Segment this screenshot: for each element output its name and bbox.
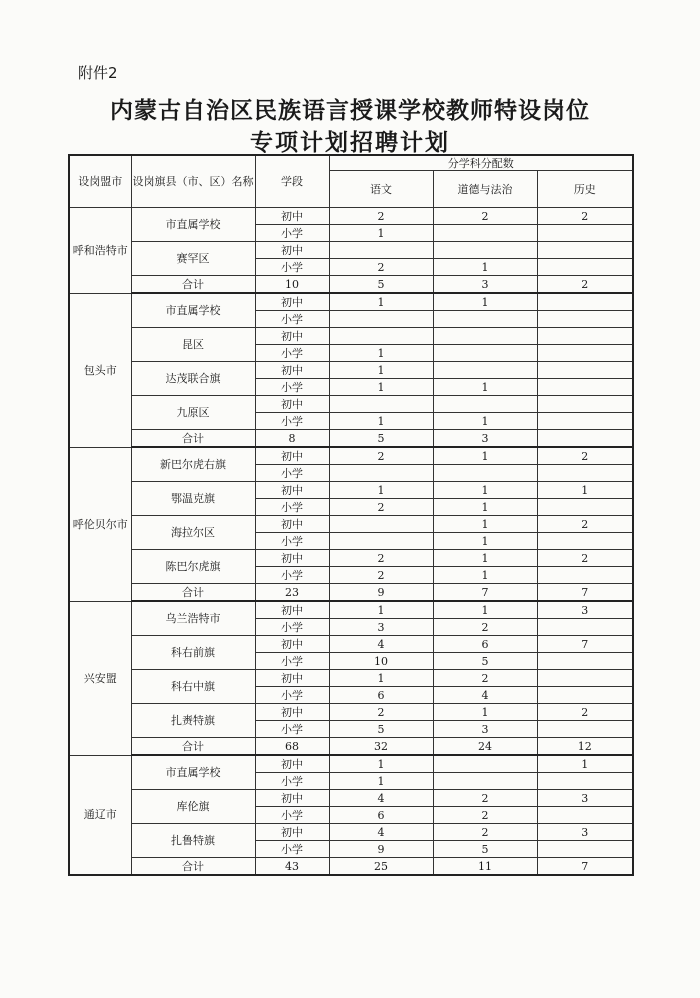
subject-count: 10 [329,653,433,670]
subject-count [329,465,433,482]
subject-count: 1 [537,755,633,773]
subject-count [537,242,633,259]
school-level: 初中 [255,516,329,533]
school-level: 小学 [255,413,329,430]
school-level: 小学 [255,807,329,824]
subject-count: 1 [433,447,537,465]
county-name: 市直属学校 [131,208,255,242]
header-county: 设岗旗县（市、区）名称 [131,155,255,208]
subject-count: 2 [537,208,633,225]
subject-count: 1 [329,482,433,499]
subject-count [537,670,633,687]
subject-count: 4 [329,636,433,653]
subject-count: 1 [329,755,433,773]
subject-count: 5 [433,841,537,858]
subject-count: 1 [329,379,433,396]
subject-count: 1 [433,482,537,499]
subject-count [433,242,537,259]
total-count: 23 [255,584,329,602]
subject-count: 1 [433,516,537,533]
school-level: 小学 [255,379,329,396]
subject-count: 6 [433,636,537,653]
school-level: 初中 [255,328,329,345]
school-level: 小学 [255,225,329,242]
subject-count: 2 [537,550,633,567]
subject-count [329,242,433,259]
total-subject-count: 7 [537,584,633,602]
subject-count [537,721,633,738]
subject-count: 1 [329,345,433,362]
total-count: 10 [255,276,329,294]
subject-count: 4 [329,790,433,807]
subject-count: 2 [329,499,433,516]
subject-count [537,567,633,584]
school-level: 初中 [255,482,329,499]
table-body [69,155,633,875]
school-level: 小学 [255,499,329,516]
school-level: 小学 [255,567,329,584]
subject-count: 2 [537,704,633,721]
school-level: 初中 [255,362,329,379]
subject-count [433,465,537,482]
county-name: 扎鲁特旗 [131,824,255,858]
header-level: 学段 [255,155,329,208]
subject-count [329,396,433,413]
subject-count [537,653,633,670]
subject-count: 2 [329,704,433,721]
subject-count: 3 [537,601,633,619]
table-row [69,447,633,465]
total-subject-count: 3 [433,430,537,448]
total-row [69,738,633,756]
header-subject-history: 历史 [537,171,633,208]
table-row [69,482,633,499]
total-subject-count: 3 [433,276,537,294]
subject-count [433,225,537,242]
school-level: 小学 [255,721,329,738]
subject-count: 1 [433,413,537,430]
header-subject-morality-law: 道德与法治 [433,171,537,208]
table-row [69,790,633,807]
table-row [69,396,633,413]
county-name: 海拉尔区 [131,516,255,550]
county-name: 达茂联合旗 [131,362,255,396]
school-level: 初中 [255,208,329,225]
county-name: 赛罕区 [131,242,255,276]
subject-count [537,379,633,396]
subject-count: 2 [433,619,537,636]
total-subject-count: 2 [537,276,633,294]
region-name: 兴安盟 [69,601,131,755]
header-row-1 [69,155,633,171]
school-level: 初中 [255,396,329,413]
subject-count: 1 [329,601,433,619]
subject-count: 3 [329,619,433,636]
county-name: 科右中旗 [131,670,255,704]
region-name: 呼伦贝尔市 [69,447,131,601]
school-level: 初中 [255,790,329,807]
subject-count [537,259,633,276]
subject-count [537,345,633,362]
subject-count: 9 [329,841,433,858]
subject-count: 2 [433,790,537,807]
total-subject-count: 9 [329,584,433,602]
county-name: 库伦旗 [131,790,255,824]
total-row [69,858,633,876]
subject-count [433,345,537,362]
school-level: 小学 [255,773,329,790]
school-level: 小学 [255,259,329,276]
total-label: 合计 [131,584,255,602]
school-level: 初中 [255,447,329,465]
subject-count [329,516,433,533]
subject-count: 1 [433,379,537,396]
county-name: 市直属学校 [131,755,255,790]
total-subject-count: 11 [433,858,537,876]
subject-count [537,465,633,482]
subject-count [329,533,433,550]
school-level: 小学 [255,619,329,636]
subject-count: 1 [433,259,537,276]
subject-count: 2 [329,567,433,584]
school-level: 初中 [255,601,329,619]
subject-count [433,755,537,773]
county-name: 新巴尔虎右旗 [131,447,255,482]
subject-count: 5 [433,653,537,670]
school-level: 小学 [255,345,329,362]
subject-count [433,773,537,790]
subject-count: 3 [433,721,537,738]
total-label: 合计 [131,276,255,294]
total-row [69,430,633,448]
attachment-label: 附件2 [78,64,118,82]
county-name: 市直属学校 [131,293,255,328]
subject-count: 2 [433,670,537,687]
subject-count: 1 [329,670,433,687]
header-region: 设岗盟市 [69,155,131,208]
subject-count [537,841,633,858]
subject-count [537,225,633,242]
subject-count: 2 [329,259,433,276]
document-title-line1: 内蒙古自治区民族语言授课学校教师特设岗位 [110,97,590,124]
subject-count: 4 [433,687,537,704]
subject-count [433,328,537,345]
subject-count [537,499,633,516]
subject-count: 1 [433,293,537,311]
table-row [69,362,633,379]
subject-count: 1 [433,499,537,516]
subject-count: 2 [537,447,633,465]
total-subject-count: 5 [329,276,433,294]
table-row [69,670,633,687]
subject-count: 2 [329,208,433,225]
subject-count [537,311,633,328]
county-name: 昆区 [131,328,255,362]
table-row [69,516,633,533]
table-row [69,242,633,259]
region-name: 呼和浩特市 [69,208,131,294]
total-subject-count: 25 [329,858,433,876]
subject-count: 1 [537,482,633,499]
total-count: 8 [255,430,329,448]
county-name: 扎赉特旗 [131,704,255,738]
subject-count: 1 [329,225,433,242]
subject-count: 6 [329,807,433,824]
school-level: 初中 [255,293,329,311]
subject-count: 1 [329,413,433,430]
subject-count: 1 [433,567,537,584]
subject-count: 1 [329,773,433,790]
county-name: 九原区 [131,396,255,430]
subject-count [537,328,633,345]
subject-count [537,396,633,413]
table-row [69,293,633,311]
document-title-line2: 专项计划招聘计划 [250,129,450,156]
subject-count: 7 [537,636,633,653]
county-name: 陈巴尔虎旗 [131,550,255,584]
school-level: 小学 [255,465,329,482]
subject-count [329,328,433,345]
subject-count: 2 [433,824,537,841]
total-subject-count [537,430,633,448]
table-row [69,208,633,225]
total-row [69,276,633,294]
total-row [69,584,633,602]
subject-count [329,311,433,328]
subject-count: 2 [433,807,537,824]
subject-count: 4 [329,824,433,841]
region-name: 包头市 [69,293,131,447]
total-subject-count: 12 [537,738,633,756]
school-level: 小学 [255,533,329,550]
school-level: 初中 [255,242,329,259]
header-subject-chinese: 语文 [329,171,433,208]
total-label: 合计 [131,858,255,876]
subject-count: 6 [329,687,433,704]
total-subject-count: 7 [433,584,537,602]
header-allocation: 分学科分配数 [329,155,633,171]
table-row [69,755,633,773]
subject-count [433,311,537,328]
subject-count [537,807,633,824]
subject-count: 3 [537,824,633,841]
school-level: 初中 [255,755,329,773]
school-level: 初中 [255,550,329,567]
table-row [69,636,633,653]
school-level: 小学 [255,687,329,704]
subject-count: 1 [329,293,433,311]
total-label: 合计 [131,430,255,448]
school-level: 小学 [255,311,329,328]
total-subject-count: 7 [537,858,633,876]
total-count: 68 [255,738,329,756]
table-row [69,824,633,841]
subject-count [537,362,633,379]
subject-count: 2 [329,550,433,567]
subject-count [433,362,537,379]
school-level: 初中 [255,670,329,687]
table-row [69,328,633,345]
table-row [69,550,633,567]
subject-count: 1 [329,362,433,379]
total-count: 43 [255,858,329,876]
region-name: 通辽市 [69,755,131,875]
subject-count [537,773,633,790]
county-name: 鄂温克旗 [131,482,255,516]
table-row [69,601,633,619]
total-subject-count: 5 [329,430,433,448]
subject-count: 2 [329,447,433,465]
county-name: 乌兰浩特市 [131,601,255,636]
subject-count: 3 [537,790,633,807]
recruitment-plan-table [68,154,634,876]
school-level: 初中 [255,636,329,653]
school-level: 小学 [255,653,329,670]
subject-count [537,533,633,550]
subject-count: 5 [329,721,433,738]
subject-count [537,687,633,704]
subject-count: 2 [433,208,537,225]
school-level: 初中 [255,824,329,841]
subject-count: 2 [537,516,633,533]
total-label: 合计 [131,738,255,756]
subject-count: 1 [433,533,537,550]
subject-count [537,293,633,311]
subject-count [537,413,633,430]
county-name: 科右前旗 [131,636,255,670]
table-row [69,704,633,721]
school-level: 初中 [255,704,329,721]
subject-count [433,396,537,413]
total-subject-count: 24 [433,738,537,756]
total-subject-count: 32 [329,738,433,756]
subject-count: 1 [433,601,537,619]
subject-count: 1 [433,550,537,567]
subject-count: 1 [433,704,537,721]
school-level: 小学 [255,841,329,858]
subject-count [537,619,633,636]
